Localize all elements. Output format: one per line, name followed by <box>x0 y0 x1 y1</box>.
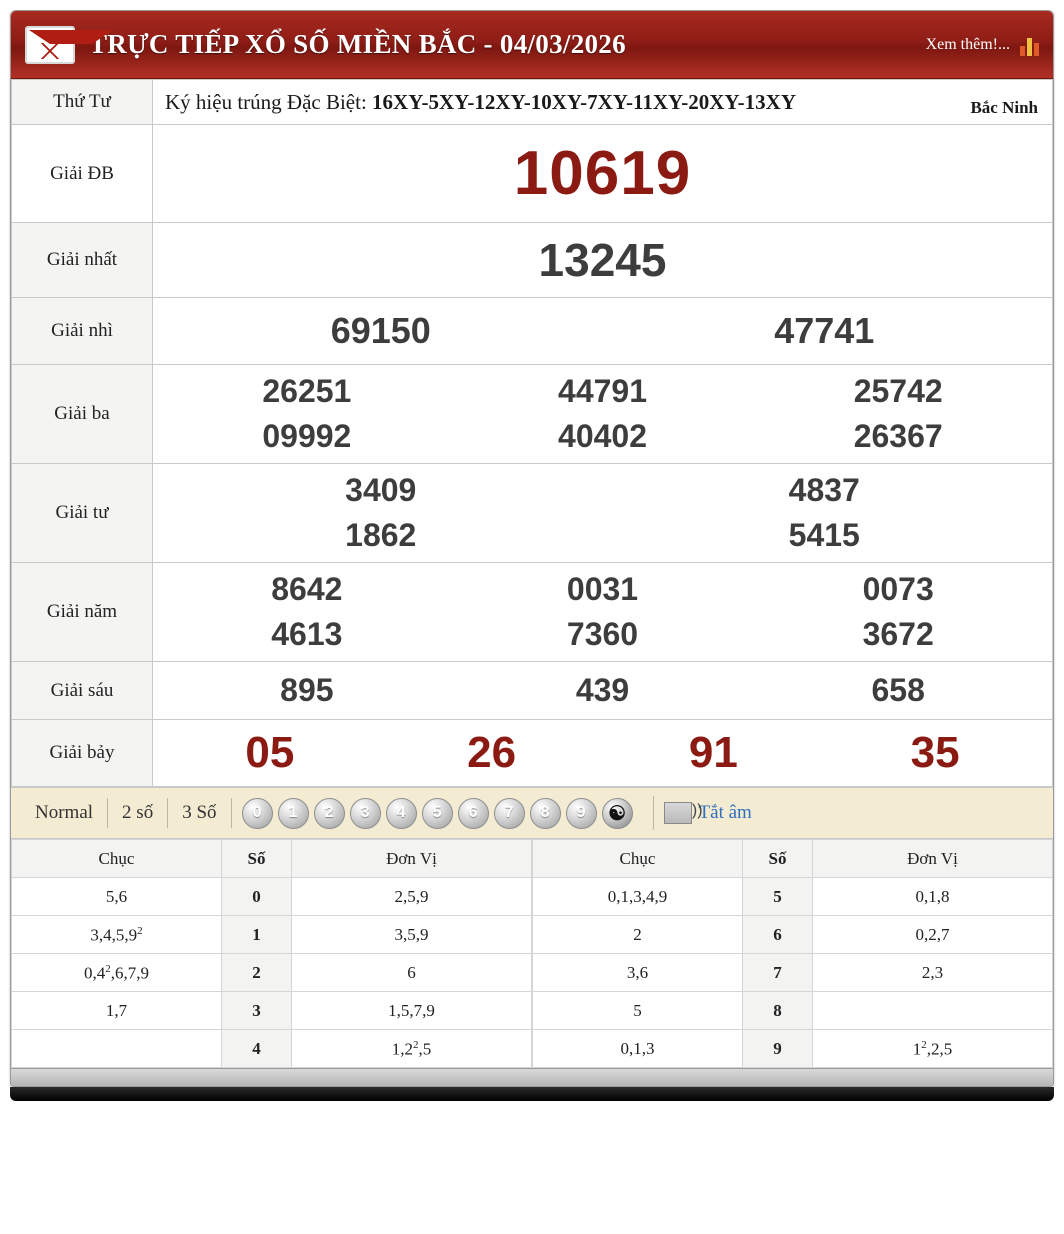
stats-so: 0 <box>222 878 292 916</box>
prize-number-row <box>159 414 1046 459</box>
prize-number: 8642 <box>271 571 343 608</box>
widget-shadow <box>10 1087 1054 1101</box>
prize-number: 439 <box>575 672 630 709</box>
prize-number: 4837 <box>788 472 860 509</box>
header-right-group <box>926 34 1039 56</box>
stats-chuc: 5 <box>533 992 743 1030</box>
prize-label-db: Giải ĐB <box>12 125 153 223</box>
prize-values-3 <box>153 365 1053 464</box>
prize-number: 0073 <box>862 571 934 608</box>
prize-number-row <box>159 666 1046 715</box>
special-prize-number: 10619 <box>513 139 692 209</box>
mute-control[interactable] <box>664 802 752 824</box>
stats-so: 6 <box>743 916 813 954</box>
prize-number: 69150 <box>330 310 431 352</box>
prize-values-db <box>153 125 1053 223</box>
mode-2digit-button[interactable]: 2 số <box>108 798 168 828</box>
digit-ball-1[interactable]: 1 <box>278 798 309 829</box>
table-row-prize-5 <box>12 563 1053 662</box>
stats-header-chuc: Chục <box>533 840 743 878</box>
stats-header-donvi: Đơn Vị <box>813 840 1053 878</box>
special-code-text <box>165 88 1040 116</box>
table-row-info <box>12 80 1053 125</box>
prize-number: 47741 <box>774 310 875 352</box>
table-row <box>533 916 1053 954</box>
digit-ball-9[interactable]: 9 <box>566 798 597 829</box>
toolbar-divider <box>653 796 654 830</box>
lottery-widget <box>10 10 1054 1087</box>
special-code-cell <box>153 80 1053 125</box>
prize-number: 26367 <box>853 418 943 455</box>
prize-number: 05 <box>245 728 295 778</box>
stats-so: 4 <box>222 1030 292 1068</box>
stats-header-row <box>533 840 1053 878</box>
mail-icon <box>25 26 75 64</box>
prize-number-row <box>159 302 1046 360</box>
stats-so: 9 <box>743 1030 813 1068</box>
see-more-link[interactable]: Xem thêm!... <box>925 35 1010 53</box>
prize-number: 5415 <box>788 517 860 554</box>
stats-chuc: 5,6 <box>12 878 222 916</box>
table-row-prize-2 <box>12 298 1053 365</box>
widget-footer-bar <box>11 1068 1053 1086</box>
prize-values-4 <box>153 464 1053 563</box>
bar-chart-icon[interactable] <box>1020 34 1039 56</box>
stats-so: 8 <box>743 992 813 1030</box>
table-row-prize-db <box>12 125 1053 223</box>
prize-number: 3672 <box>862 616 934 653</box>
table-row <box>12 878 532 916</box>
table-row-prize-3 <box>12 365 1053 464</box>
widget-header <box>11 11 1053 79</box>
prize-number: 26251 <box>262 373 352 410</box>
digit-ball-2[interactable]: 2 <box>314 798 345 829</box>
prize-label-3: Giải ba <box>12 365 153 464</box>
special-code-value: 16XY-5XY-12XY-10XY-7XY-11XY-20XY-13XY <box>372 90 796 114</box>
prize-number-row <box>159 612 1046 657</box>
digit-ball-7[interactable]: 7 <box>494 798 525 829</box>
table-row <box>533 992 1053 1030</box>
stats-chuc: 1,7 <box>12 992 222 1030</box>
stats-so: 1 <box>222 916 292 954</box>
province-label: Bắc Ninh <box>970 98 1038 118</box>
page-title: TRỰC TIẾP XỔ SỐ MIỀN BẮC - 04/03/2026 <box>89 29 626 59</box>
table-row-prize-1 <box>12 223 1053 298</box>
stats-header-chuc: Chục <box>12 840 222 878</box>
prize-number: 40402 <box>558 418 647 455</box>
prize-label-1: Giải nhất <box>12 223 153 298</box>
prize-number: 7360 <box>566 616 639 653</box>
stats-chuc: 0,1,3 <box>533 1030 743 1068</box>
prize-number: 35 <box>910 728 960 778</box>
stats-donvi: 1,5,7,9 <box>292 992 532 1030</box>
prize-number-row <box>159 468 1046 513</box>
table-row <box>12 1030 532 1068</box>
table-row <box>533 954 1053 992</box>
stats-donvi: 3,5,9 <box>292 916 532 954</box>
prize-number-row <box>159 513 1046 558</box>
prize-values-2 <box>153 298 1053 365</box>
prize-number: 895 <box>280 672 334 709</box>
prize-values-1 <box>153 223 1053 298</box>
stats-chuc <box>12 1030 222 1068</box>
prize-values-7 <box>153 720 1053 787</box>
table-row-prize-7 <box>12 720 1053 787</box>
yinyang-icon[interactable]: ☯ <box>602 798 633 829</box>
stats-so: 7 <box>743 954 813 992</box>
prize-number: 13245 <box>538 234 667 287</box>
mute-label[interactable]: Tắt âm <box>698 802 752 824</box>
prize-number-row <box>159 567 1046 612</box>
prize-number: 658 <box>871 672 925 709</box>
stats-table-left <box>11 839 532 1068</box>
weekday-label: Thứ Tư <box>12 80 153 125</box>
prize-values-6 <box>153 662 1053 720</box>
digit-ball-8[interactable]: 8 <box>530 798 561 829</box>
digit-ball-5[interactable]: 5 <box>422 798 453 829</box>
stats-donvi: 2,3 <box>813 954 1053 992</box>
digit-ball-4[interactable]: 4 <box>386 798 417 829</box>
digit-ball-3[interactable]: 3 <box>350 798 381 829</box>
stats-donvi: 2,5,9 <box>292 878 532 916</box>
speaker-icon <box>664 802 692 824</box>
stats-chuc: 2 <box>533 916 743 954</box>
table-row-prize-6 <box>12 662 1053 720</box>
prize-number-row <box>159 369 1046 414</box>
prize-number: 09992 <box>262 418 352 455</box>
mode-normal-button[interactable]: Normal <box>21 798 108 828</box>
table-row <box>533 878 1053 916</box>
table-row <box>12 992 532 1030</box>
prize-label-5: Giải năm <box>12 563 153 662</box>
stats-table-right <box>532 839 1053 1068</box>
table-row <box>12 954 532 992</box>
prize-number: 4613 <box>271 616 343 653</box>
stats-chuc: 3,6 <box>533 954 743 992</box>
results-table <box>11 79 1053 787</box>
stats-so: 3 <box>222 992 292 1030</box>
special-code-label: Ký hiệu trúng Đặc Biệt: <box>165 90 367 114</box>
prize-number-row <box>159 724 1046 782</box>
stats-so: 5 <box>743 878 813 916</box>
stats-chuc: 0,1,3,4,9 <box>533 878 743 916</box>
stats-header-donvi: Đơn Vị <box>292 840 532 878</box>
digit-filter-group <box>232 798 643 829</box>
table-row <box>12 916 532 954</box>
prize-number: 1862 <box>345 517 417 554</box>
prize-label-7: Giải bảy <box>12 720 153 787</box>
digit-stats-section <box>11 839 1053 1068</box>
stats-header-row <box>12 840 532 878</box>
prize-number: 26 <box>467 728 517 778</box>
prize-number: 0031 <box>566 571 639 608</box>
prize-label-6: Giải sáu <box>12 662 153 720</box>
view-toolbar <box>11 787 1053 839</box>
stats-donvi: 0,2,7 <box>813 916 1053 954</box>
stats-chuc: 3,4,5,9$^2$ <box>12 916 222 954</box>
stats-donvi: $1^2,2,5$ <box>813 1030 1053 1068</box>
stats-donvi: 0,1,8 <box>813 878 1053 916</box>
prize-number: 3409 <box>345 472 417 509</box>
table-row-prize-4 <box>12 464 1053 563</box>
stats-header-so: Số <box>743 840 813 878</box>
prize-number: 25742 <box>853 373 943 410</box>
stats-donvi: $1,2^2,5$ <box>292 1030 532 1068</box>
prize-values-5 <box>153 563 1053 662</box>
table-row <box>533 1030 1053 1068</box>
stats-header-so: Số <box>222 840 292 878</box>
digit-ball-0[interactable]: 0 <box>242 798 273 829</box>
prize-number: 44791 <box>558 373 647 410</box>
prize-number: 91 <box>688 728 738 778</box>
prize-label-2: Giải nhì <box>12 298 153 365</box>
stats-so: 2 <box>222 954 292 992</box>
stats-donvi: 6 <box>292 954 532 992</box>
prize-label-4: Giải tư <box>12 464 153 563</box>
stats-chuc: $0,4^2,6,7,9$ <box>12 954 222 992</box>
mode-3digit-button[interactable]: 3 Số <box>168 798 231 828</box>
stats-donvi <box>813 992 1053 1030</box>
digit-ball-6[interactable]: 6 <box>458 798 489 829</box>
